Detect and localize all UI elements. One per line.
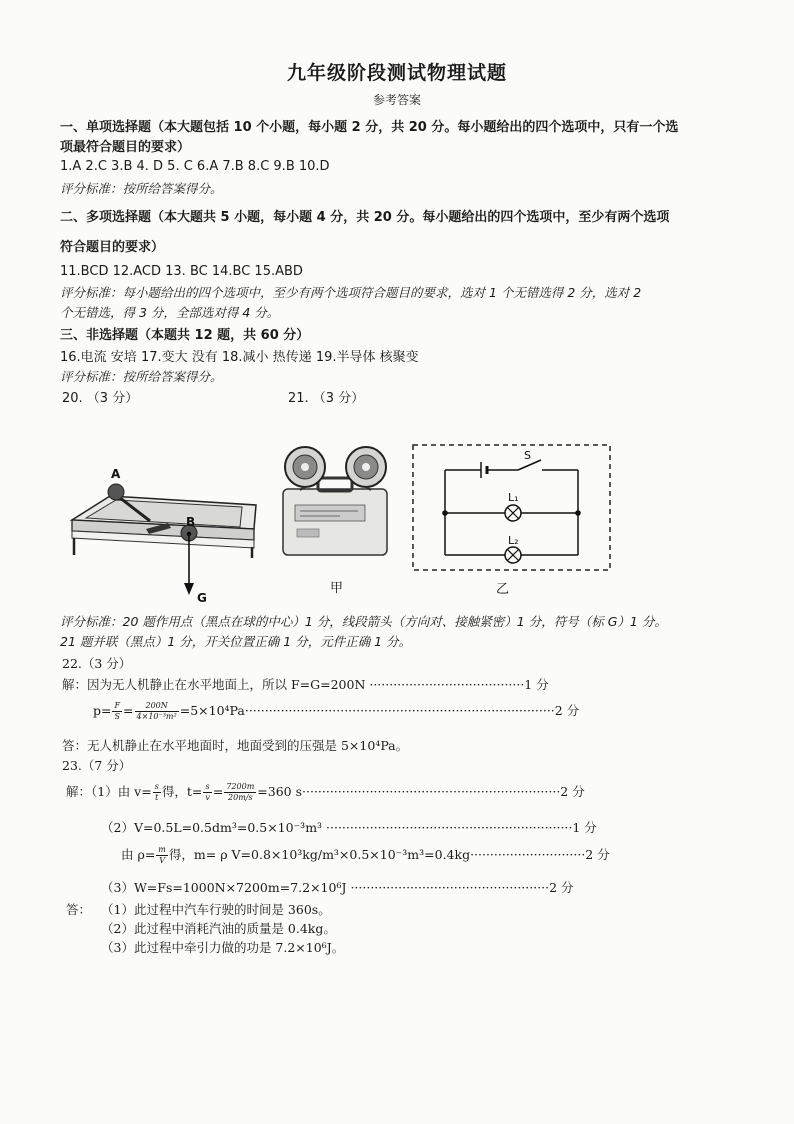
question-23-line1: 解：（1）由 v= $\frac{s}{t}$ 得，t= $\frac{s}{v}$ = $\frac{7200m}{20m/s}$ =360 s·································································2 分	[66, 782, 585, 802]
gravity-arrow-head	[184, 583, 194, 595]
question-22-heading: 22.（3 分）	[62, 656, 132, 671]
question-23-line2: （2）V=0.5L=0.5dm³=0.5×10⁻³m³ ······························································1 分	[101, 820, 597, 835]
label-a: A	[111, 467, 121, 481]
question-23-line3: 由 ρ= $\frac{m}{V}$ 得，m= ρ V=0.8×10³kg/m³×0.5×10⁻³m³=0.4kg·····························2 分	[121, 845, 610, 865]
question-23-line4: （3）W=Fs=1000N×7200m=7.2×10⁶J ··················································2 分	[101, 880, 574, 895]
section3-heading: 三、非选择题（本题共 12 题，共 60 分）	[60, 328, 310, 343]
label-l1: L₁	[508, 491, 519, 504]
label-l2: L₂	[508, 534, 519, 547]
figure-criteria-line1: 评分标准：20 题作用点（黑点在球的中心）1 分，线段箭头（方向对、接触紧密）1 分，符号（标 G）1 分。	[60, 614, 667, 629]
q22-pressure-prefix: p=	[93, 703, 112, 718]
fraction-m-over-v: $\frac{m}{V}$	[158, 845, 166, 865]
question-23-heading: 23.（7 分）	[62, 758, 132, 773]
question-22-line1: 解：因为无人机静止在水平地面上，所以 F=G=200N ·······································1 分	[62, 677, 549, 692]
page-title: 九年级阶段测试物理试题	[286, 62, 507, 84]
question-23-answer-label: 答：	[66, 902, 92, 917]
question-22-answer: 答：无人机静止在水平地面时，地面受到的压强是 5×10⁴Pa。	[62, 738, 409, 753]
question-23-answer-2: （2）此过程中消耗汽油的质量是 0.4kg。	[101, 921, 336, 936]
label-b: B	[186, 515, 196, 529]
section3-criteria: 评分标准：按所给答案得分。	[60, 369, 223, 384]
question-23-answer-3: （3）此过程中牵引力做的功是 7.2×10⁶J。	[101, 940, 345, 955]
fraction-f-over-s: $\frac{F}{S}$	[114, 701, 121, 721]
question-20-figure	[72, 484, 256, 595]
panel-button	[297, 529, 319, 537]
section1-answers: 1.A 2.C 3.B 4. D 5. C 6.A 7.B 8.C 9.B 10.D	[60, 159, 330, 174]
question-21-heading: 21. （3 分）	[288, 391, 365, 406]
fraction-200n-over-area: $\frac{200N}{\text{4×10⁻³m²}}$	[136, 701, 177, 721]
junction-dot-right	[575, 510, 581, 516]
light-label-panel	[295, 505, 365, 521]
lamp-left-bulb	[301, 463, 309, 471]
section1-heading-line2: 项最符合题目的要求）	[60, 140, 191, 155]
q22-pressure-result: =5×10⁴Pa··············································································2 分	[179, 703, 580, 718]
question-20-heading: 20. （3 分）	[62, 391, 139, 406]
light-body	[283, 489, 387, 555]
label-switch-s: S	[524, 449, 531, 462]
page-subtitle: 参考答案	[372, 93, 421, 107]
question-22-line2: p= $\frac{F}{S}$ = $\frac{200N}{\text{4×10⁻³m²}}$ =5×10⁴Pa··············································································2 分	[93, 701, 580, 721]
section2-criteria-line1: 评分标准：每小题给出的四个选项中，至少有两个选项符合题目的要求，选对 1 个无错选得 2 分，选对 2	[60, 285, 642, 300]
fraction-7200m-over-speed: $\frac{7200m}{20m/s}$	[226, 782, 255, 802]
section1-heading-line1: 一、单项选择题（本大题包括 10 个小题，每小题 2 分，共 20 分。每小题给出的四个选项中，只有一个选	[60, 120, 679, 135]
label-jia: 甲	[330, 581, 344, 596]
fraction-s-over-v: $\frac{s}{v}$	[205, 782, 210, 802]
label-yi: 乙	[496, 582, 510, 597]
question-23-answer-1: （1）此过程中汽车行驶的时间是 360s。	[101, 902, 331, 917]
ball-a	[108, 484, 124, 500]
label-g: G	[197, 591, 207, 605]
section2-heading-line2: 符合题目的要求）	[60, 240, 165, 255]
circuit-diagram	[413, 445, 610, 570]
section3-answers: 16.电流 安培 17.变大 没有 18.减小 热传递 19.半导体 核聚变	[60, 350, 419, 365]
circuit-dashed-box	[413, 445, 610, 570]
section2-answers: 11.BCD 12.ACD 13. BC 14.BC 15.ABD	[60, 264, 303, 279]
figure-criteria-line2: 21 题并联（黑点）1 分，开关位置正确 1 分，元件正确 1 分。	[60, 634, 412, 649]
section1-criteria: 评分标准：按所给答案得分。	[60, 181, 223, 196]
emergency-light-photo	[283, 447, 387, 555]
fraction-s-over-t: $\frac{s}{t}$	[154, 782, 159, 802]
section2-heading-line1: 二、多项选择题（本大题共 5 小题，每小题 4 分，共 20 分。每小题给出的四个选项中，至少有两个选项	[60, 210, 670, 225]
junction-dot-left	[442, 510, 448, 516]
section2-criteria-line2: 个无错选，得 3 分，全部选对得 4 分。	[60, 305, 280, 320]
lamp-right-bulb	[362, 463, 370, 471]
